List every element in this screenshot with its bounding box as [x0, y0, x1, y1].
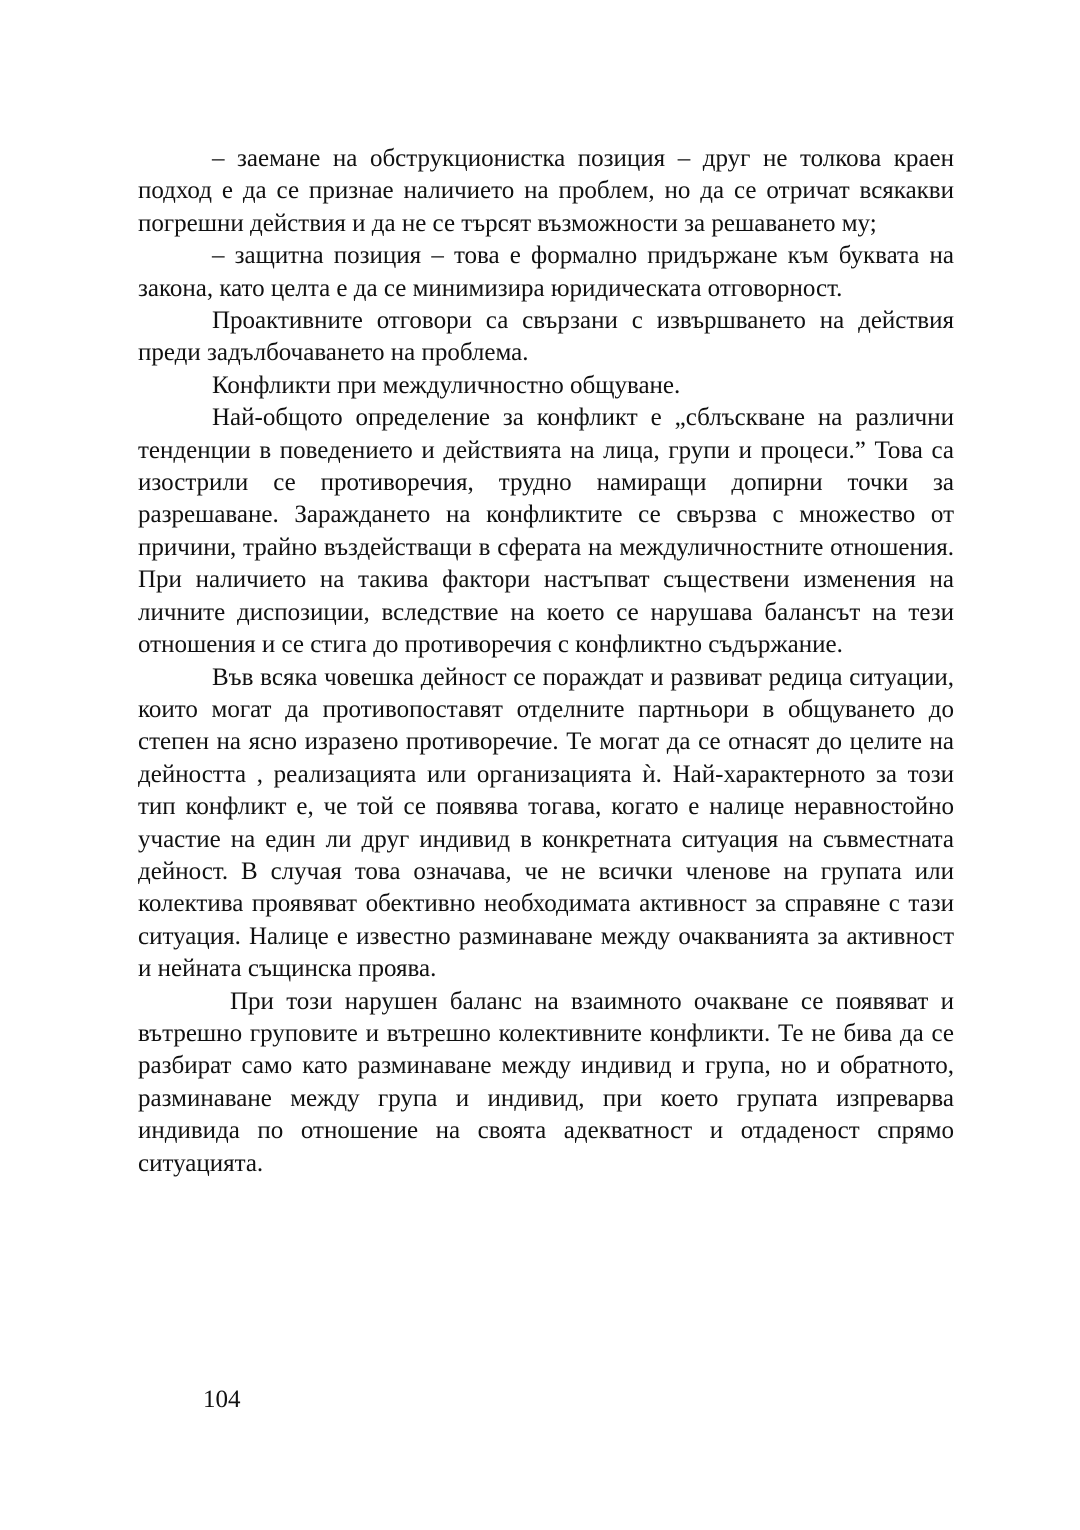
page-number: 104 [203, 1386, 241, 1413]
section-heading-interpersonal-conflicts: Конфликти при междуличностно общуване. [212, 371, 681, 399]
paragraph-obstruction-position: – заемане на обструкционистка позиция – друг не толкова краен подход е да се признае наличието на проблем, но да се отричат всякакви погрешни действия и да не се търсят възможности за решаването му; [138, 145, 954, 237]
paragraph-human-activity: Във всяка човешка дейност се пораждат и развиват редица ситуации, които могат да противопоставят отделните партньори в общуването до степен на ясно изразено противоречие. Те могат да се отнасят до целите на дейността , реализацията или организацията ѝ. Най-характерното за този тип конфликт е, че той се появява тогава, когато е налице неравностойно участие на един ли друг индивид в конкретната ситуация на съвместната дейност. В случая това означава, че не всички членове на групата или колектива проявяват обективно необходимата активност за справяне с тази ситуация. Налице е известно разминаване между очакванията за активност и нейната същинска проява. [138, 663, 954, 983]
body-text [138, 143, 954, 1180]
paragraph-proactive-responses: Проактивните отговори са свързани с извършването на действия преди задълбочаването на проблема. [138, 307, 954, 367]
paragraph-defensive-position: – защитна позиция – това е формално придържане към буквата на закона, като целта е да се минимизира юридическата отговорност. [138, 242, 954, 302]
paragraph-broken-balance: При този нарушен баланс на взаимното очакване се появяват и вътрешно груповите и вътрешно колективните конфликти. Те не бива да се разбират само като разминаване между индивид и група, но и обратното, разминаване между група и индивид, при което групата изпреварва индивида по отношение на своята адекватност и отдаденост спрямо ситуацията. [138, 987, 954, 1177]
paragraph-conflict-definition: Най-общото определение за конфликт е „сблъскване на различни тенденции в поведението и действията на лица, групи и процеси.” Това са изострили се противоречия, трудно намиращи допирни точки за разрешаване. Зараждането на конфликтите се свързва с множество от причини, трайно въздействащи в сферата на междуличностните отношения. При наличието на такива фактори настъпват съществени изменения на личните диспозиции, вследствие на което се нарушава балансът на тези отношения и се стига до противоречия с конфликтно съдържание. [138, 404, 954, 659]
